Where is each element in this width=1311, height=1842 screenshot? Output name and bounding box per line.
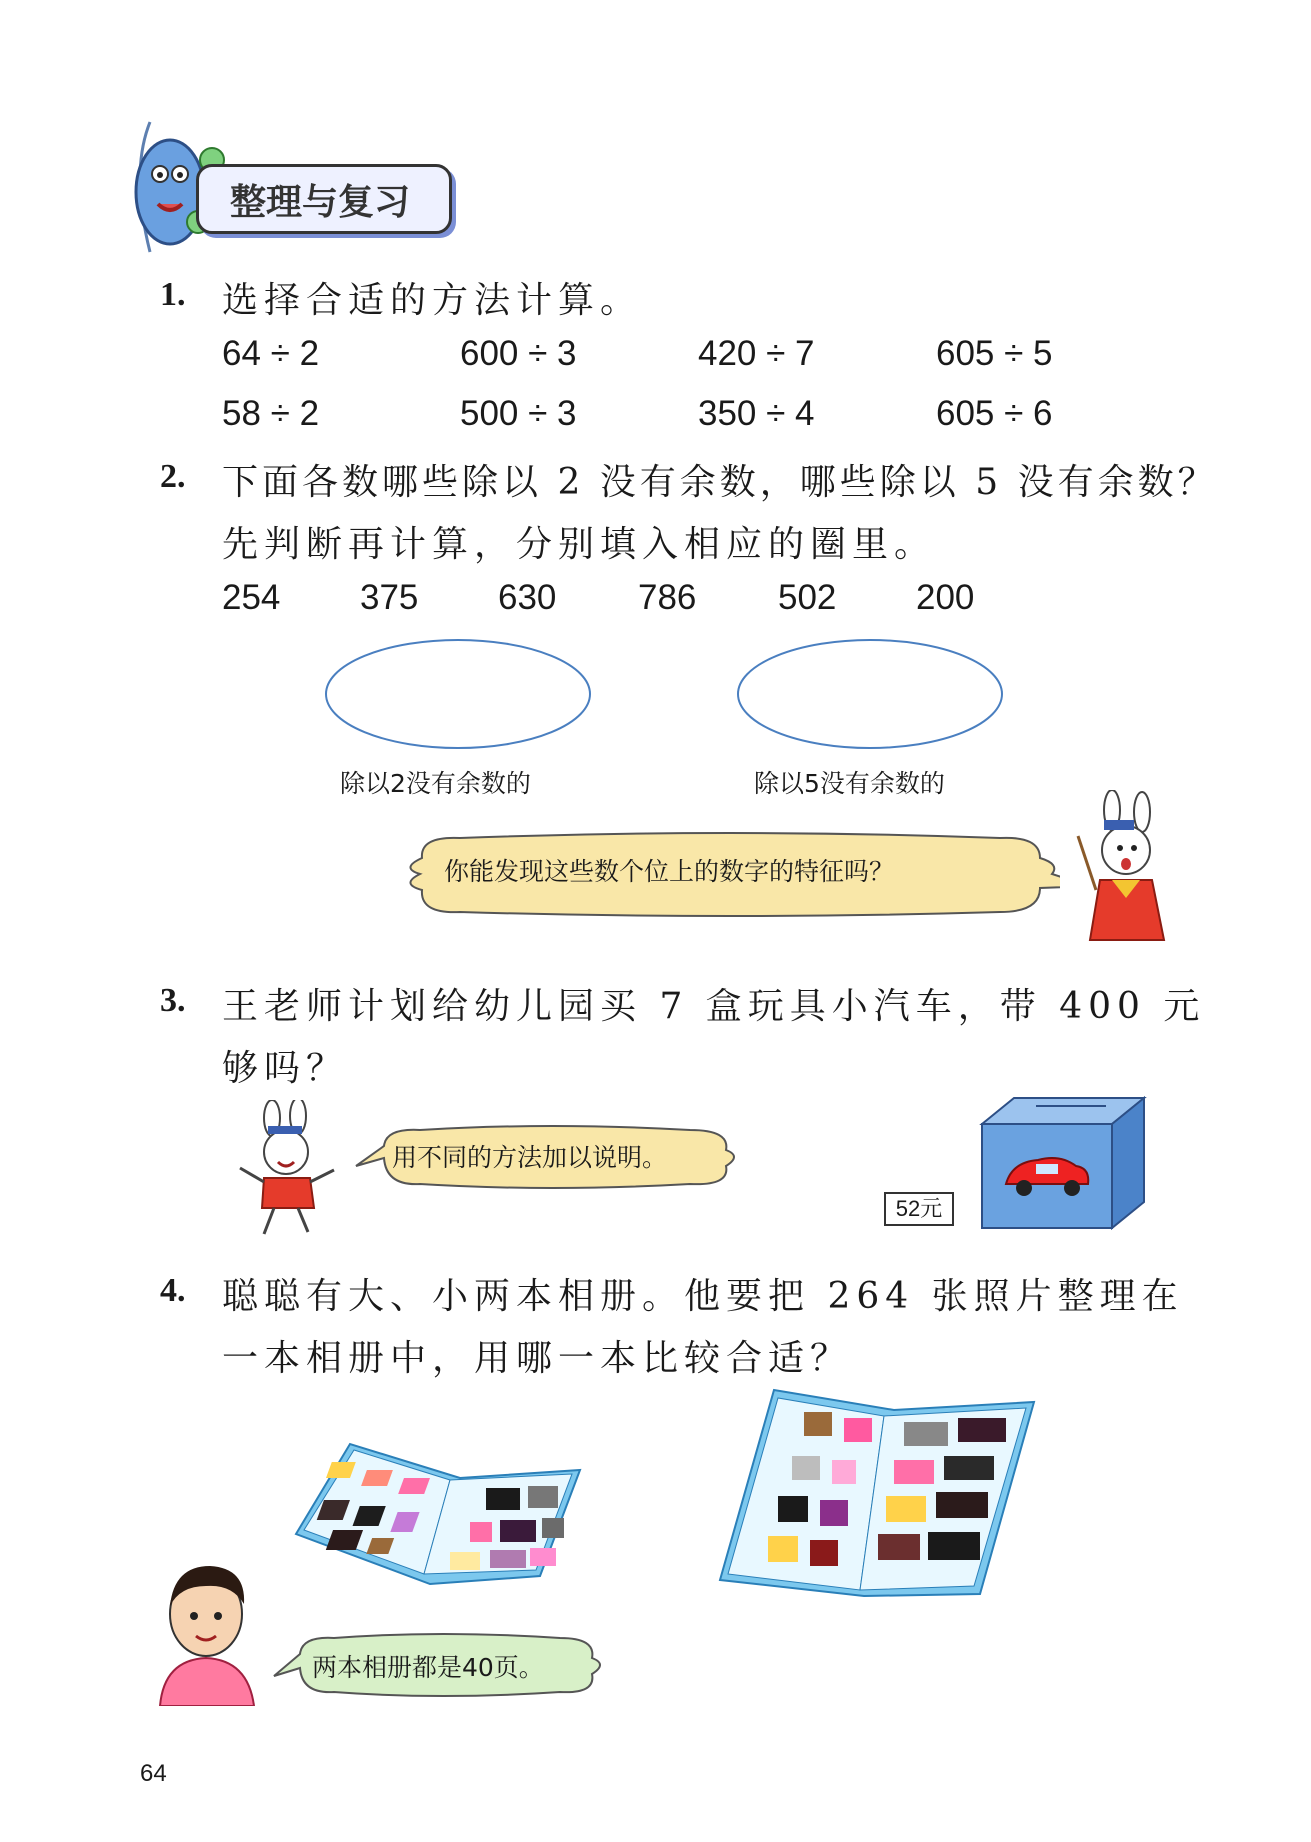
number-200: 200 bbox=[916, 578, 975, 617]
page-number: 64 bbox=[140, 1760, 167, 1787]
small-photo-album-icon bbox=[290, 1434, 590, 1594]
section-title: 整理与复习 bbox=[230, 181, 411, 223]
toy-car-box-icon bbox=[976, 1092, 1156, 1232]
number-786: 786 bbox=[638, 578, 697, 617]
question-4-number: 4. bbox=[160, 1272, 186, 1309]
expression-2-2: 500 ÷ 3 bbox=[460, 394, 577, 433]
boy-icon bbox=[150, 1556, 260, 1706]
question-2-number: 2. bbox=[160, 458, 186, 495]
expression-1-4: 605 ÷ 5 bbox=[936, 334, 1053, 373]
rabbit-jumping-icon bbox=[234, 1100, 344, 1240]
number-502: 502 bbox=[778, 578, 837, 617]
number-375: 375 bbox=[360, 578, 419, 617]
expression-2-1: 58 ÷ 2 bbox=[222, 394, 320, 433]
answer-ovals bbox=[300, 630, 1020, 760]
expression-2-4: 605 ÷ 6 bbox=[936, 394, 1053, 433]
question-3-line1: 王老师计划给幼儿园买 7 盒玩具小汽车，带 400 元 bbox=[222, 986, 1206, 1027]
number-630: 630 bbox=[498, 578, 557, 617]
question-2-line2: 先判断再计算，分别填入相应的圈里。 bbox=[222, 524, 937, 565]
expression-1-2: 600 ÷ 3 bbox=[460, 334, 577, 373]
rabbit-teacher-icon bbox=[1060, 790, 1180, 950]
question-3-number: 3. bbox=[160, 982, 186, 1019]
question-2-line1: 下面各数哪些除以 2 没有余数，哪些除以 5 没有余数？ bbox=[222, 462, 1218, 503]
oval-label-2: 除以2没有余数的 bbox=[340, 769, 531, 798]
expression-1-3: 420 ÷ 7 bbox=[698, 334, 815, 373]
large-photo-album-icon bbox=[714, 1384, 1044, 1604]
oval-label-5: 除以5没有余数的 bbox=[754, 769, 945, 798]
expression-1-1: 64 ÷ 2 bbox=[222, 334, 320, 373]
oval-divisible-by-2 bbox=[326, 640, 590, 748]
bubble-hint-text: 你能发现这些数个位上的数字的特征吗？ bbox=[444, 857, 895, 886]
bubble-method-text: 用不同的方法加以说明。 bbox=[392, 1143, 668, 1172]
price-tag: 52元 bbox=[884, 1192, 954, 1226]
question-1-text: 选择合适的方法计算。 bbox=[222, 280, 643, 321]
question-1-number: 1. bbox=[160, 276, 186, 313]
question-4-line1: 聪聪有大、小两本相册。他要把 264 张照片整理在 bbox=[222, 1276, 1184, 1317]
expression-2-3: 350 ÷ 4 bbox=[698, 394, 815, 433]
question-3-line2: 够吗？ bbox=[222, 1048, 349, 1089]
number-254: 254 bbox=[222, 578, 281, 617]
bubble-pages-text: 两本相册都是40页。 bbox=[312, 1653, 544, 1682]
oval-divisible-by-5 bbox=[738, 640, 1002, 748]
question-4-line2: 一本相册中，用哪一本比较合适？ bbox=[222, 1338, 853, 1379]
